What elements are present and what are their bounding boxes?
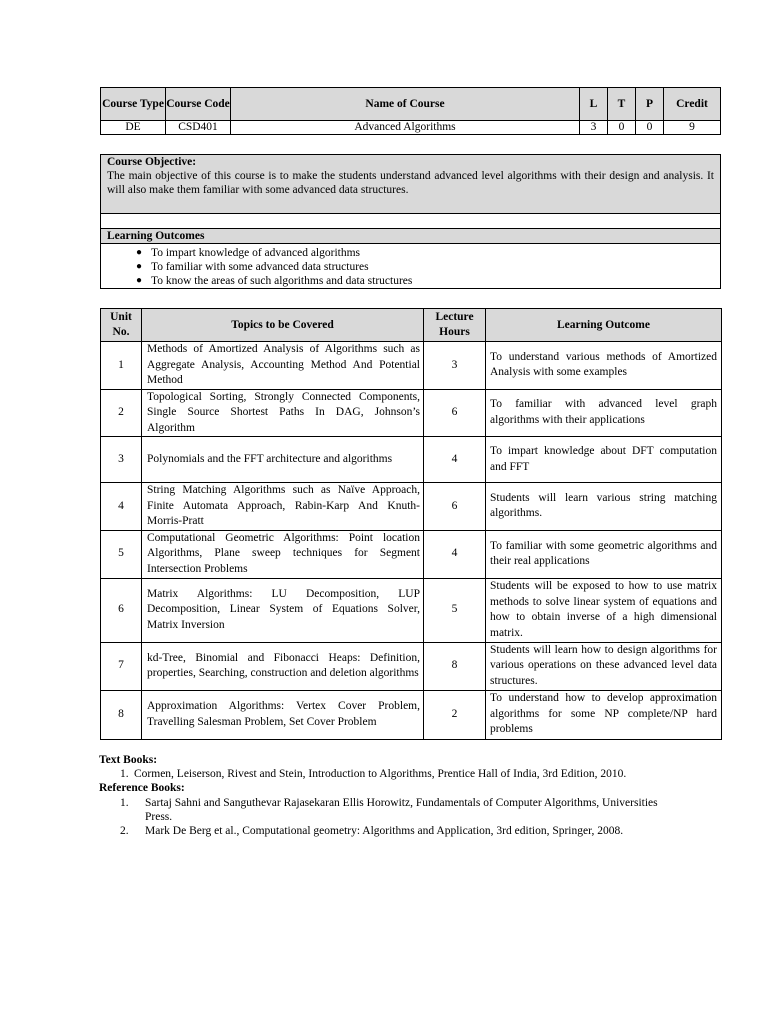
learning-outcome-text: To impart knowledge of advanced algorithms [151, 247, 361, 259]
header-l: L [580, 88, 608, 121]
bullet-icon: ● [135, 247, 143, 258]
objective-outcomes-box [100, 154, 721, 289]
list-item [99, 824, 679, 838]
learning-outcomes-title: Learning Outcomes [101, 229, 721, 244]
books-section [99, 753, 679, 838]
unit-hours: 4 [424, 437, 486, 483]
reference-book-number: 1. [120, 796, 129, 809]
table-row [101, 578, 722, 642]
list-item [99, 796, 679, 824]
course-value-row [101, 121, 721, 135]
course-objective-title: Course Objective: [107, 156, 197, 168]
bullet-icon: ● [135, 261, 143, 272]
unit-hours: 3 [424, 342, 486, 390]
unit-outcome: To familiar with advanced level graph algorithms with their applications [486, 389, 722, 437]
table-row [101, 690, 722, 739]
unit-topic: String Matching Algorithms such as Naïve Approach, Finite Automata Approach, Rabin-Karp And Knuth-Morris-Pratt [142, 483, 424, 531]
learning-outcomes-list [101, 244, 721, 289]
table-row [101, 642, 722, 690]
course-summary-table [100, 87, 721, 135]
course-l-value: 3 [580, 121, 608, 135]
unit-topic: Approximation Algorithms: Vertex Cover Problem, Travelling Salesman Problem, Set Cover Problem [142, 690, 424, 739]
course-credit-value: 9 [664, 121, 721, 135]
unit-no: 3 [101, 437, 142, 483]
course-objective-section [101, 155, 721, 214]
reference-book-number: 2. [120, 825, 129, 838]
list-item [127, 274, 714, 288]
unit-topic: Matrix Algorithms: LU Decomposition, LUP Decomposition, Linear System of Equations Solver, Matrix Inversion [142, 578, 424, 642]
unit-topic: Computational Geometric Algorithms: Point location Algorithms, Plane sweep techniques for Segment Intersection Problems [142, 530, 424, 578]
course-name-value: Advanced Algorithms [231, 121, 580, 135]
unit-hours: 6 [424, 389, 486, 437]
unit-hours: 6 [424, 483, 486, 531]
course-t-value: 0 [608, 121, 636, 135]
unit-topic: kd-Tree, Binomial and Fibonacci Heaps: Definition, properties, Searching, construction and deletion algorithms [142, 642, 424, 690]
reference-books-title: Reference Books: [99, 782, 185, 795]
text-book-number: 1. [120, 768, 129, 781]
header-credit: Credit [664, 88, 721, 121]
unit-topic: Polynomials and the FFT architecture and algorithms [142, 437, 424, 483]
unit-outcome: To familiar with some geometric algorithms and their real applications [486, 530, 722, 578]
unit-hours: 2 [424, 690, 486, 739]
unit-no: 7 [101, 642, 142, 690]
unit-outcome: To understand various methods of Amortized Analysis with some examples [486, 342, 722, 390]
text-books-title: Text Books: [99, 754, 158, 766]
course-type-value: DE [101, 121, 166, 135]
unit-outcome: Students will be exposed to how to use matrix methods to solve linear system of equations and how to obtain inverse of a high dimensional matrix. [486, 578, 722, 642]
learning-outcome-text: To familiar with some advanced data structures [151, 261, 369, 273]
table-row [101, 389, 722, 437]
header-course-code: Course Code [166, 88, 231, 121]
unit-hours: 4 [424, 530, 486, 578]
header-t: T [608, 88, 636, 121]
table-row [101, 342, 722, 390]
unit-no: 4 [101, 483, 142, 531]
header-course-name: Name of Course [231, 88, 580, 121]
course-header-row [101, 88, 721, 121]
unit-topic: Topological Sorting, Strongly Connected Components, Single Source Shortest Paths In DAG, Johnson’s Algorithm [142, 389, 424, 437]
unit-topic: Methods of Amortized Analysis of Algorithms such as Aggregate Analysis, Accounting Method And Potential Method [142, 342, 424, 390]
unit-hours: 8 [424, 642, 486, 690]
header-course-type: Course Type [101, 88, 166, 121]
header-lecture-hours: Lecture Hours [424, 309, 486, 342]
unit-outcome: Students will learn various string matching algorithms. [486, 483, 722, 531]
text-book-entry: Cormen, Leiserson, Rivest and Stein, Introduction to Algorithms, Prentice Hall of India, 3rd Edition, 2010. [134, 768, 627, 781]
unit-outcome: To understand how to develop approximation algorithms for some NP complete/NP hard problems [486, 690, 722, 739]
list-item [127, 260, 714, 274]
bullet-icon: ● [135, 275, 143, 286]
unit-no: 8 [101, 690, 142, 739]
unit-hours: 5 [424, 578, 486, 642]
unit-no: 2 [101, 389, 142, 437]
list-item [127, 246, 714, 260]
unit-no: 6 [101, 578, 142, 642]
header-learning-outcome: Learning Outcome [486, 309, 722, 342]
table-row [101, 483, 722, 531]
unit-outcome: To impart knowledge about DFT computation and FFT [486, 437, 722, 483]
list-item [99, 767, 679, 781]
header-topics: Topics to be Covered [142, 309, 424, 342]
unit-no: 1 [101, 342, 142, 390]
header-unit-no: Unit No. [101, 309, 142, 342]
course-objective-text: The main objective of this course is to make the students understand advanced level algorithms with their design and analysis. It will also make them familiar with some advanced data structures. [107, 170, 714, 196]
units-table [100, 308, 722, 740]
unit-no: 5 [101, 530, 142, 578]
reference-book-entry: Sartaj Sahni and Sanguthevar Rajasekaran Ellis Horowitz, Fundamentals of Computer Algorithms, Universities Press. [145, 796, 658, 823]
table-row [101, 437, 722, 483]
course-p-value: 0 [636, 121, 664, 135]
learning-outcome-text: To know the areas of such algorithms and data structures [151, 275, 413, 287]
reference-book-entry: Mark De Berg et al., Computational geometry: Algorithms and Application, 3rd edition, Springer, 2008. [145, 825, 624, 838]
table-row [101, 530, 722, 578]
units-header-row [101, 309, 722, 342]
unit-outcome: Students will learn how to design algorithms for various operations on these advanced level data structures. [486, 642, 722, 690]
spacer-row [101, 214, 721, 229]
header-p: P [636, 88, 664, 121]
course-code-value: CSD401 [166, 121, 231, 135]
